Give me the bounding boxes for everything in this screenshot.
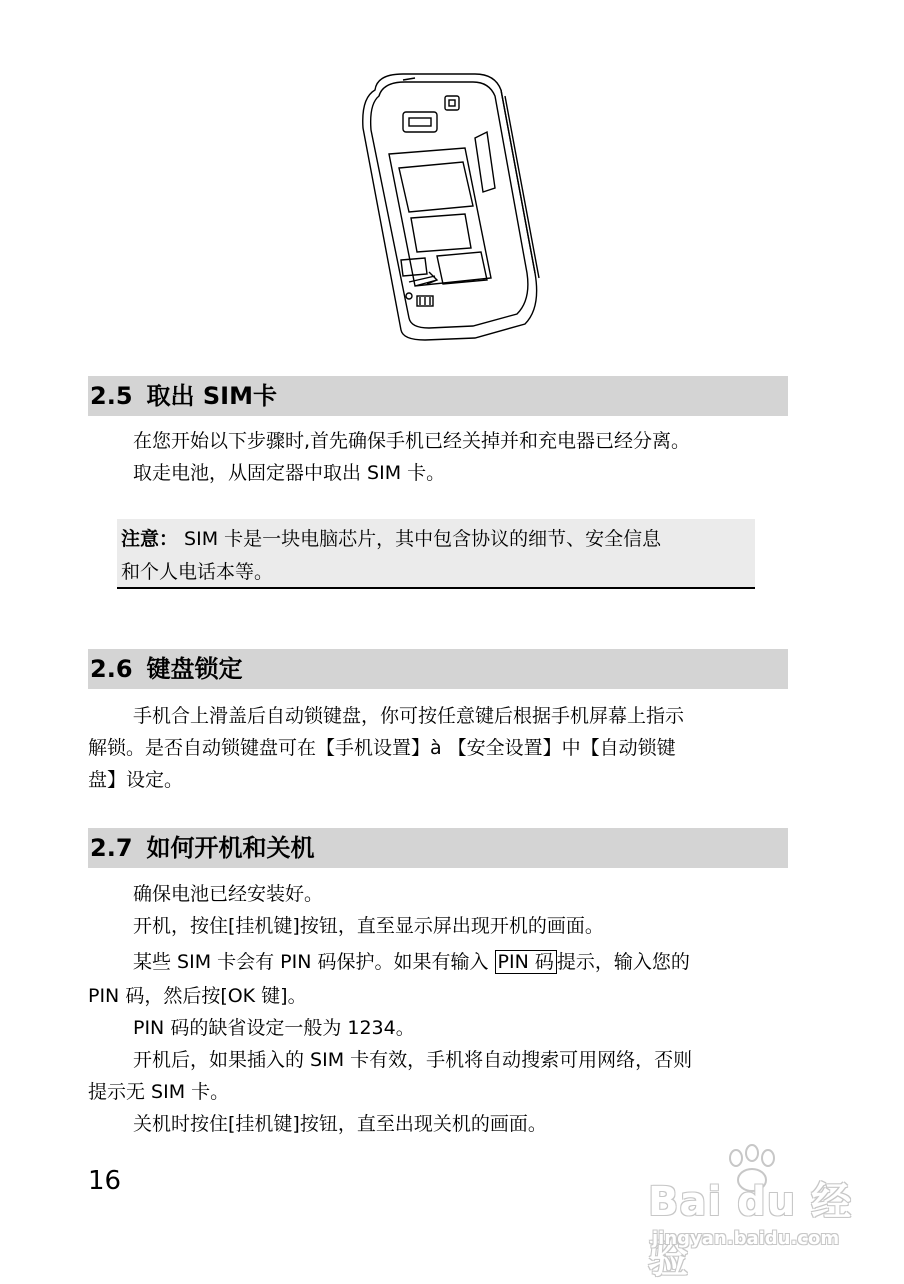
phone-back-illustration xyxy=(355,68,545,350)
paragraph-line: 解锁。是否自动锁键盘可在【手机设置】à 【安全设置】中【自动锁键 xyxy=(88,737,676,759)
section-heading-2-7 xyxy=(88,828,788,868)
paragraph-line: 取走电池，从固定器中取出 SIM 卡。 xyxy=(133,462,446,484)
section-title: 键盘锁定 xyxy=(146,655,243,683)
paragraph-line: 手机合上滑盖后自动锁键盘，你可按任意键后根据手机屏幕上指示 xyxy=(133,705,685,727)
paragraph-line: 提示无 SIM 卡。 xyxy=(88,1081,230,1103)
section-title: 取出 SIM卡 xyxy=(146,382,277,410)
section-number: 2.6 xyxy=(90,655,133,683)
note-title: 注意： xyxy=(121,528,179,550)
pin-text-post: 提示，输入您的 xyxy=(556,951,690,973)
baidu-jingyan-watermark xyxy=(640,1140,870,1282)
pin-code-boxed-label: PIN 码 xyxy=(495,950,557,974)
paragraph-line: PIN 码的缺省设定一般为 1234。 xyxy=(133,1017,415,1039)
paragraph-line: 开机，按住[挂机键]按钮，直至显示屏出现开机的画面。 xyxy=(133,915,604,937)
note-box xyxy=(117,519,755,589)
watermark-url: jingyan.baidu.com xyxy=(652,1228,840,1249)
paragraph-line: 确保电池已经安装好。 xyxy=(133,883,324,905)
paragraph-line: 关机时按住[挂机键]按钮，直至出现关机的画面。 xyxy=(133,1113,547,1135)
section-number: 2.7 xyxy=(90,834,133,862)
note-text: SIM 卡是一块电脑芯片，其中包含协议的细节、安全信息 xyxy=(178,528,662,550)
paragraph-line xyxy=(133,949,690,975)
section-heading-2-6 xyxy=(88,649,788,689)
watermark-brand: Bai du 经验 xyxy=(648,1179,853,1282)
paragraph-line: 开机后，如果插入的 SIM 卡有效，手机将自动搜索可用网络，否则 xyxy=(133,1049,693,1071)
section-heading-2-5 xyxy=(88,376,788,416)
paragraph-line: 在您开始以下步骤时,首先确保手机已经关掉并和充电器已经分离。 xyxy=(133,430,691,452)
paragraph-line: PIN 码，然后按[OK 键]。 xyxy=(88,985,307,1007)
paragraph-line: 盘】设定。 xyxy=(88,769,184,791)
section-number: 2.5 xyxy=(90,382,133,410)
section-title: 如何开机和关机 xyxy=(146,834,315,862)
page-number: 16 xyxy=(88,1166,122,1196)
pin-text-pre: 某些 SIM 卡会有 PIN 码保护。如果有输入 xyxy=(133,951,495,973)
note-text: 和个人电话本等。 xyxy=(121,561,274,583)
